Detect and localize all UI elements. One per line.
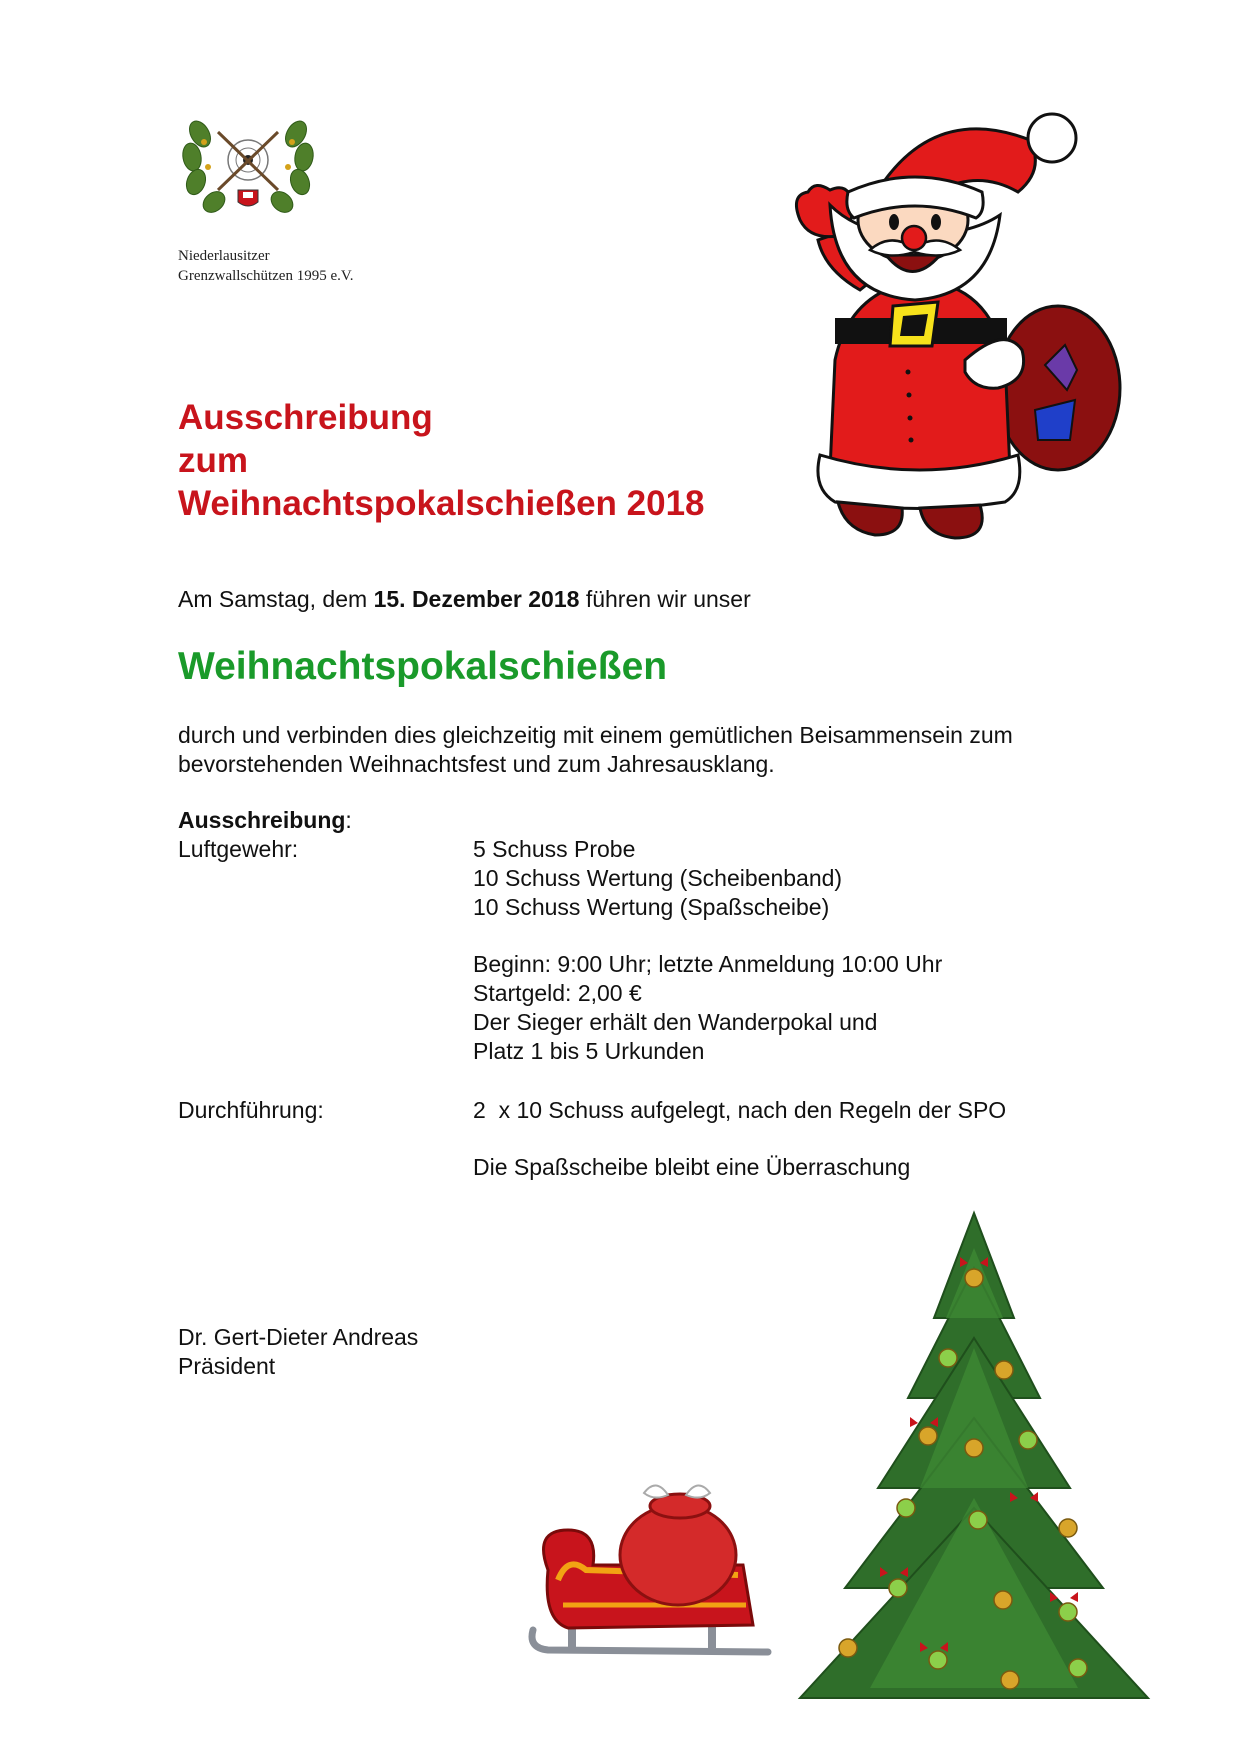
info-line: Beginn: 9:00 Uhr; letzte Anmeldung 10:00 Uhr: [473, 951, 943, 977]
event-date: 15. Dezember 2018: [373, 586, 580, 612]
intro-prefix: Am Samstag, dem: [178, 586, 374, 612]
document-title: [178, 396, 705, 525]
surprise-note: Die Spaßscheibe bleibt eine Überraschung: [473, 1154, 911, 1180]
durchfuehrung-value: 2 x 10 Schuss aufgelegt, nach den Regeln der SPO: [473, 1097, 1007, 1123]
club-logo: [178, 112, 318, 222]
signature-role: Präsident: [178, 1353, 276, 1379]
club-name: [178, 246, 354, 286]
info-line: Der Sieger erhält den Wanderpokal und: [473, 1009, 878, 1035]
title-line2: zum: [178, 441, 248, 480]
sleigh-illustration: [528, 1470, 778, 1660]
title-line1: Ausschreibung: [178, 398, 433, 437]
body-line1: durch und verbinden dies gleichzeitig mit einem gemütlichen Beisammensein zum: [178, 722, 1013, 748]
body-paragraph: [178, 721, 1118, 779]
info-block: [473, 950, 942, 1066]
signature-name: Dr. Gert-Dieter Andreas: [178, 1324, 419, 1350]
event-name: Weihnachtspokalschießen: [178, 645, 668, 688]
santa-claus-illustration: [790, 110, 1140, 550]
intro-suffix: führen wir unser: [579, 586, 751, 612]
section-heading: [178, 806, 352, 835]
intro-text: [178, 585, 751, 614]
signature-block: [178, 1323, 418, 1381]
durchfuehrung-label: Durchführung:: [178, 1097, 324, 1123]
luftgewehr-line: 10 Schuss Wertung (Spaßscheibe): [473, 894, 830, 920]
christmas-tree-illustration: [778, 1208, 1170, 1738]
body-line2: bevorstehenden Weihnachtsfest und zum Jahresausklang.: [178, 751, 775, 777]
luftgewehr-line: 5 Schuss Probe: [473, 836, 636, 862]
info-line: Platz 1 bis 5 Urkunden: [473, 1038, 705, 1064]
luftgewehr-line: 10 Schuss Wertung (Scheibenband): [473, 865, 843, 891]
section-heading-text: Ausschreibung: [178, 807, 346, 833]
luftgewehr-details: [473, 835, 842, 922]
club-name-line1: Niederlausitzer: [178, 248, 270, 264]
info-line: Startgeld: 2,00 €: [473, 980, 642, 1006]
title-line3: Weihnachtspokalschießen 2018: [178, 484, 705, 523]
luftgewehr-label: Luftgewehr:: [178, 836, 299, 862]
section-heading-colon: :: [345, 807, 352, 833]
club-name-line2: Grenzwallschützen 1995 e.V.: [178, 268, 354, 284]
